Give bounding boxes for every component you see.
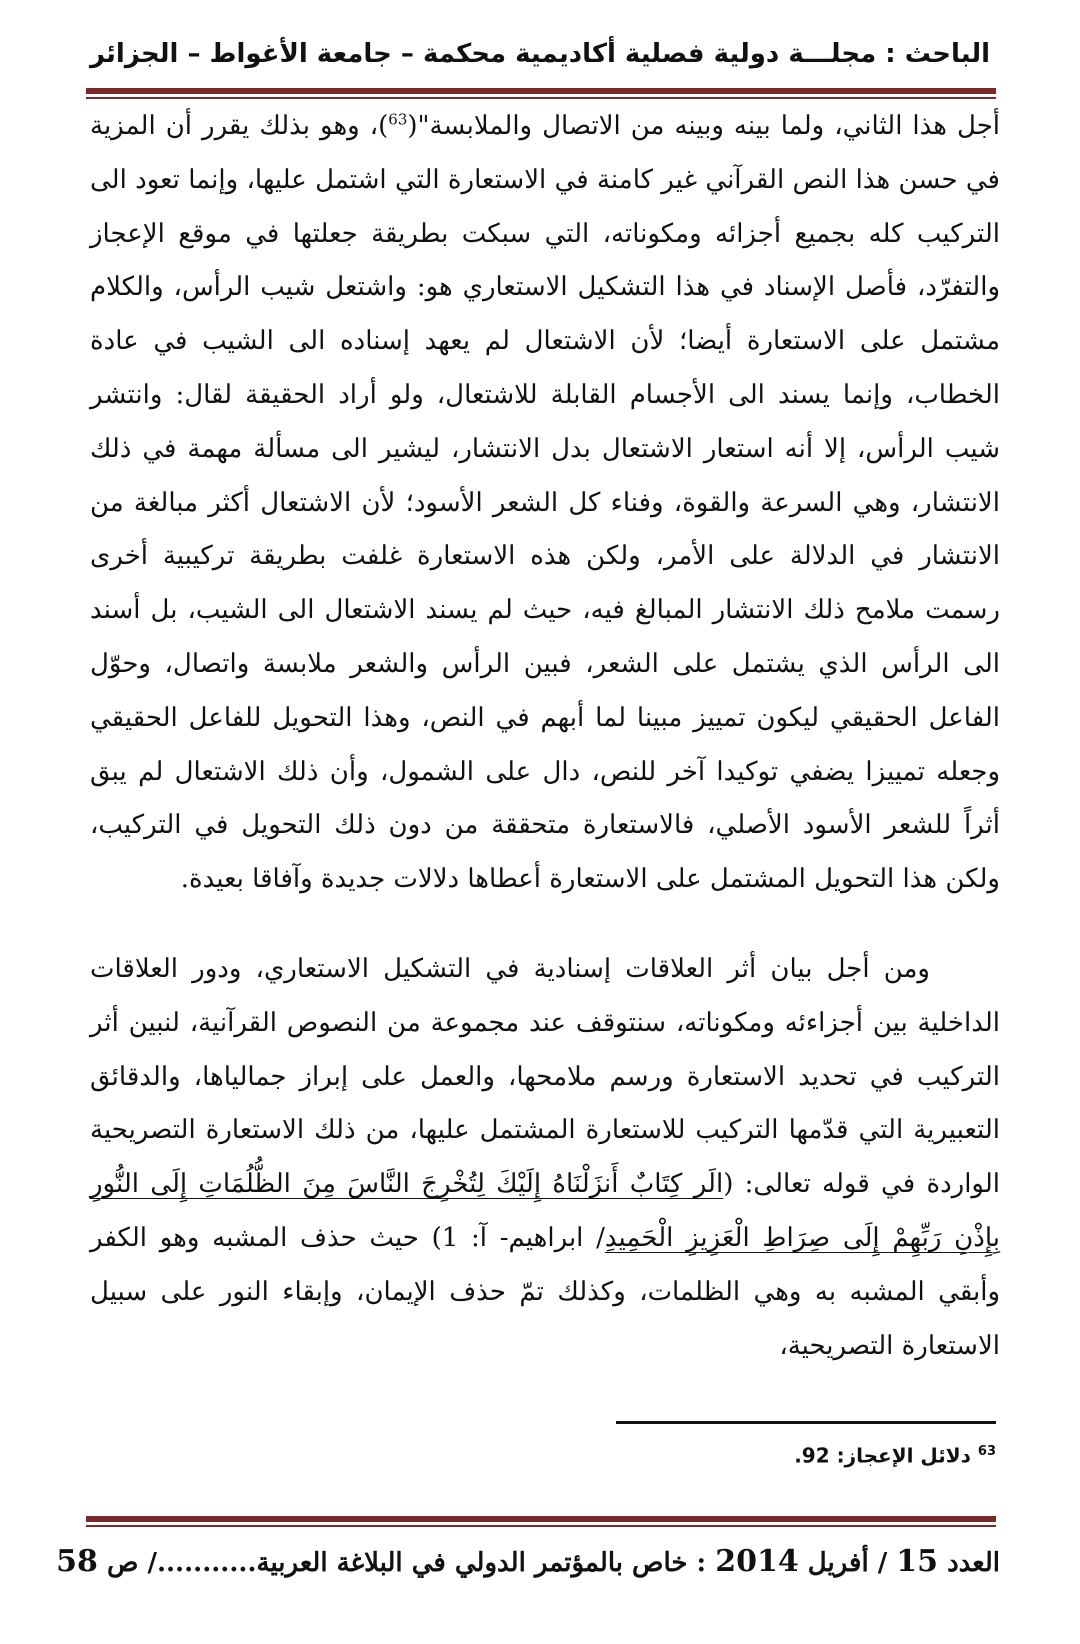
footnote-reference[interactable]: 63	[388, 110, 408, 129]
quran-verse: الَر كِتَابٌ أَنزَلْنَاهُ إِلَيْكَ لِتُخْرِجَ النَّاسَ مِنَ الظُّلُمَاتِ إِلَى النُّورِ بِإِذْنِ رَبِّهِمْ إِلَى صِرَاطِ الْعَزِيزِ الْحَمِيدِ	[90, 1169, 1000, 1253]
header-title: الباحث : مجلـــة دولية فصلية أكاديمية محكمة – جامعة الأغواط – الجزائر	[89, 39, 991, 69]
footer-divider-thin	[86, 1525, 996, 1527]
footnote	[396, 1432, 996, 1476]
footer-conference: : خاص بالمؤتمر الدولي في البلاغة العربية.........../ ص	[97, 1548, 716, 1578]
footnote-divider	[616, 1421, 996, 1424]
running-header	[80, 32, 1000, 76]
paragraph-2-rest: / ابراهيم- آ: 1) حيث حذف المشبه وهو الكفر وأبقي المشبه به وهي الظلمات، وكذلك تمّ حذف الإيمان، وإبقاء النور على سبيل الاستعارة التصريحية،	[90, 1222, 1000, 1361]
paragraph-1-start: أجل هذا الثاني، ولما بينه وبينه من الاتصال والملابسة"(	[407, 111, 1000, 141]
footer-divider-thick	[86, 1516, 996, 1522]
footnote-number: 63	[977, 1444, 996, 1459]
footer-month: / أفريل	[798, 1548, 897, 1578]
header-divider-thin	[86, 97, 996, 99]
paragraph-1-rest: )، وهو بذلك يقرر أن المزية في حسن هذا النص القرآني غير كامنة في الاستعارة التي اشتمل عليها، وإنما تعود الى التركيب كله بجميع أجزائه ومكوناته، التي سبكت بطريقة جعلتها في موقع الإعجاز والتفرّد، فأصل الإسناد في هذا التشكيل الاستعاري هو: واشتعل شيب الرأس، والكلام مشتمل على الاستعارة أيضا؛ لأن الاشتعال لم يعهد إسناده الى الشيب في عادة الخطاب، وإنما يسند الى الأجسام القابلة للاشتعال، ولو أراد الحقيقة لقال: وانتشر شيب الرأس، إلا أنه استعار الاشتعال بدل الانتشار، ليشير الى مسألة مهمة في ذلك الانتشار، وهي السرعة والقوة، وفناء كل الشعر الأسود؛ لأن الاشتعال أكثر مبالغة من الانتشار في الدلالة على الأمر، ولكن هذه الاستعارة غلفت بطريقة تركيبية أخرى رسمت ملامح ذلك الانتشار المبالغ فيه، حيث لم يسند الاشتعال الى الشيب، بل أسند الى الرأس الذي يشتمل على الشعر، فبين الرأس والشعر ملابسة واتصال، وحوّل الفاعل الحقيقي ليكون تمييز مبينا لما أبهم في النص، وهذا التحويل للفاعل الحقيقي وجعله تمييزا يضفي توكيدا آخر للنص، دال على الشمول، وأن ذلك الاشتعال لم يبق أثراً للشعر الأسود الأصلي، فالاستعارة متحققة من دون ذلك التحويل في التركيب، ولكن هذا التحويل المشتمل على الاستعارة أعطاها دلالات جديدة وآفاقا بعيدة.	[90, 111, 1000, 895]
running-footer	[56, 1534, 1000, 1591]
footer-issue-number: 15	[896, 1544, 939, 1579]
page-number: 58	[56, 1544, 98, 1579]
paragraph-1	[90, 100, 1000, 907]
paragraph-2	[90, 943, 1000, 1373]
main-text	[90, 100, 1000, 1373]
paragraph-2-start: ومن أجل بيان أثر العلاقات إسنادية في التشكيل الاستعاري، ودور العلاقات الداخلية بين أجزاءئه ومكوناته، سنتوقف عند مجموعة من النصوص القرآنية، لنبين أثر التركيب في تحديد الاستعارة ورسم ملامحها، والعمل على إبراز جمالياها، والدقائق التعبيرية التي قدّمها التركيب للاستعارة المشتمل عليها، من ذلك الاستعارة التصريحية الواردة في قوله تعالى: (	[90, 953, 1001, 1200]
footer-divider	[86, 1516, 996, 1527]
header-divider-thick	[86, 88, 996, 94]
footer-year: 2014	[715, 1544, 799, 1579]
paragraph-gap	[90, 907, 1000, 943]
footnote-text: دلائل الإعجاز: 92.	[794, 1443, 978, 1468]
header-divider	[86, 88, 996, 99]
footer-issue-label: العدد	[938, 1548, 1000, 1578]
